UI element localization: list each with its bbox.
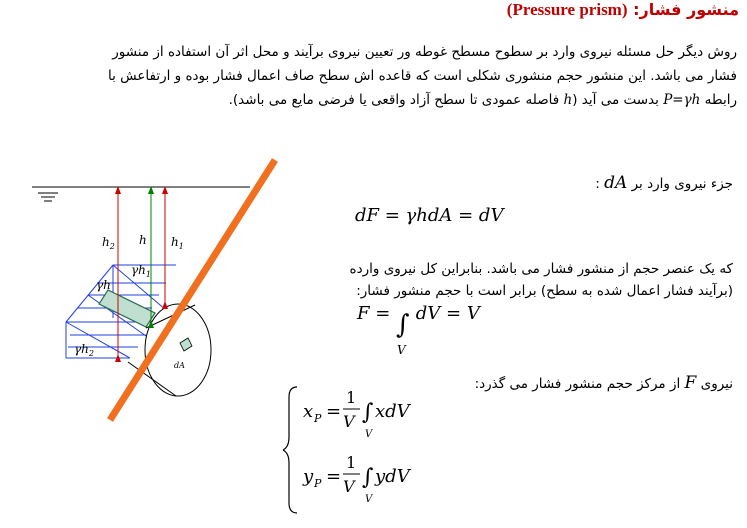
svg-text:xdV: xdV xyxy=(375,401,410,422)
svg-text:V: V xyxy=(365,494,373,505)
intro-line-3: رابطه P=γh بدست می آید (h فاصله عمودی تا سطح آزاد واقعی یا فرضی مایع می باشد). xyxy=(228,92,737,108)
centroid-label: نیروی F از مرکز حجم منشور فشار می گذرد: xyxy=(474,373,733,393)
svg-text:1: 1 xyxy=(346,388,357,407)
force-element-label: جزء نیروی وارد بر dA : xyxy=(595,173,733,193)
svg-text:V: V xyxy=(343,412,355,431)
h2-label: $h_2$ xyxy=(102,235,115,251)
title-english: (Pressure prism) xyxy=(506,0,628,19)
intro-line-1: روش دیگر حل مسئله نیروی وارد بر سطوح مسطح غوطه ور تعیین نیروی برآیند و محل اثر آن استفاده از منشور xyxy=(112,44,737,60)
intro-paragraph xyxy=(12,40,737,112)
svg-text:ydV: ydV xyxy=(375,466,410,487)
svg-text:V: V xyxy=(365,429,373,440)
xp-lhs: x xyxy=(303,401,314,422)
svg-text:V: V xyxy=(343,477,355,496)
total-force-equation: F = ∫ V dV = V xyxy=(357,303,480,357)
pressure-strip xyxy=(99,290,155,327)
svg-text:1: 1 xyxy=(346,453,357,472)
yp-lhs: y xyxy=(303,466,314,487)
integral-symbol: ∫ xyxy=(362,465,374,490)
svg-text:=: = xyxy=(326,466,342,487)
intro-line-2: فشار می باشد. این منشور حجم منشوری شکلی است که قاعده اش سطح صاف اعمال فشار بوده و ارتفاعش با xyxy=(107,68,737,84)
h1-label: $h_1$ xyxy=(171,235,184,251)
pressure-formula: P=γh xyxy=(663,92,701,108)
pressure-prism-diagram xyxy=(28,150,288,430)
centroid-equations xyxy=(283,385,483,515)
page-title xyxy=(507,0,739,20)
svg-text:dA: dA xyxy=(174,361,185,370)
centroid-equations-svg xyxy=(283,385,483,515)
integral-symbol: ∫ xyxy=(362,400,374,425)
title-persian: منشور فشار: xyxy=(633,0,739,19)
free-surface-symbol xyxy=(38,193,58,201)
gamma-h-label: γh xyxy=(96,278,111,292)
total-force-paragraph: که یک عنصر حجم از منشور فشار می باشد. بنابراین کل نیروی وارده (برآیند فشار اعمال شده به سطح) برابر است با حجم منشور فشار: xyxy=(349,261,733,299)
integral-symbol: ∫ xyxy=(396,310,410,340)
gamma-h1-label: $\gamma h_1$ xyxy=(131,263,151,279)
h-label: h xyxy=(139,233,147,247)
svg-text:P: P xyxy=(314,477,322,490)
svg-text:=: = xyxy=(326,401,342,422)
force-element-equation: dF = γhdA = dV xyxy=(355,205,504,226)
svg-text:P: P xyxy=(314,412,322,425)
gamma-h2-label: $\gamma h_2$ xyxy=(74,342,94,358)
